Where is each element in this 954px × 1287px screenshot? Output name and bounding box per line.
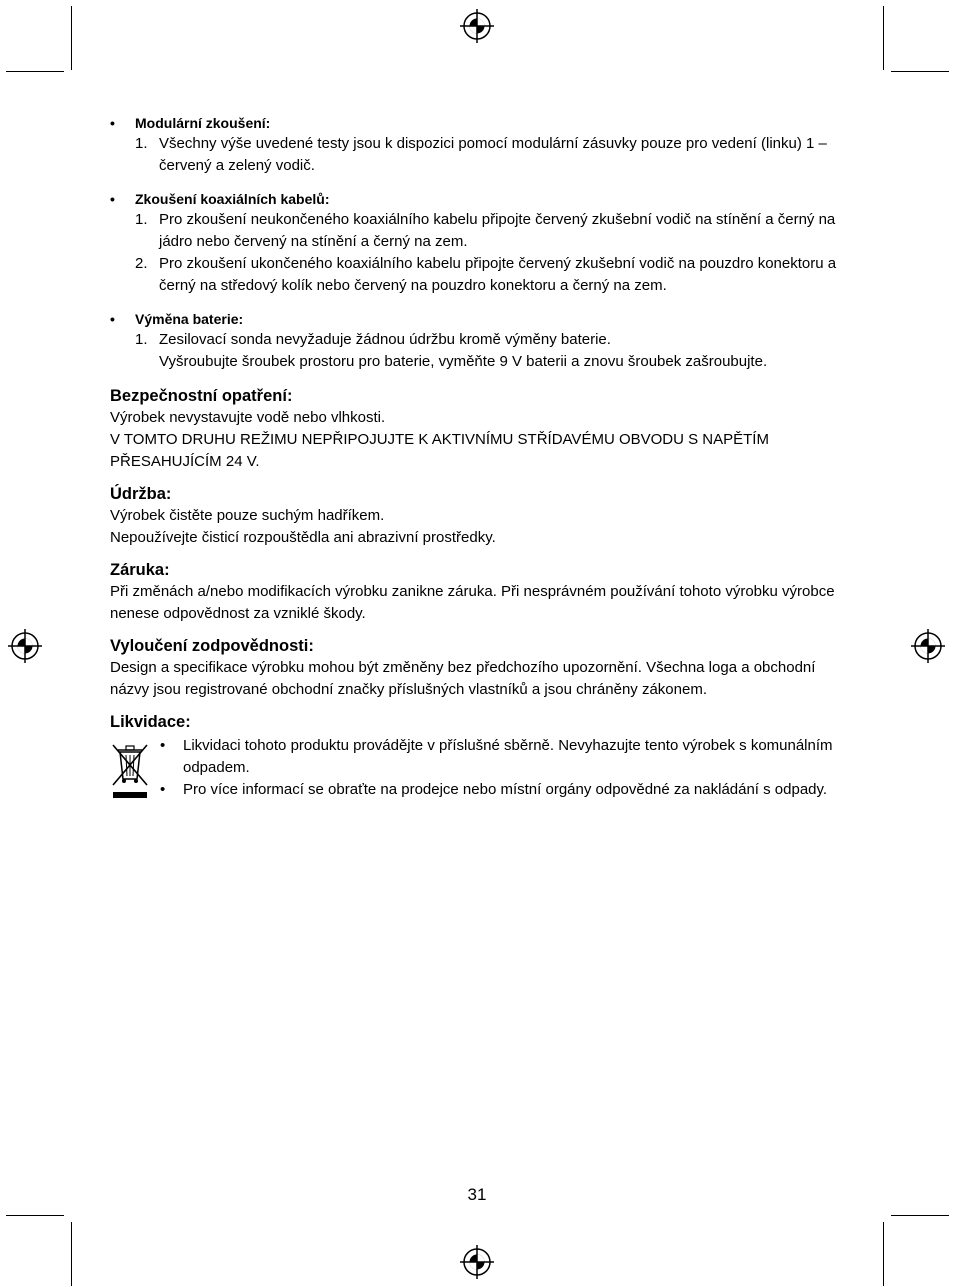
maintenance-title: Údržba: — [110, 485, 172, 503]
disclaimer-section — [110, 635, 850, 701]
maintenance-section — [110, 483, 850, 549]
disposal-section — [110, 711, 850, 801]
list-item: • Likvidaci tohoto produktu provádějte v příslušné sběrně. Nevyhazujte tento výrobek s komunálním odpadem. — [160, 737, 833, 776]
crop-mark — [883, 6, 884, 70]
maintenance-text: Výrobek čistěte pouze suchým hadříkem. — [110, 507, 385, 524]
list-item: • Pro více informací se obraťte na prodejce nebo místní orgány odpovědné za nakládání s odpady. — [110, 779, 850, 801]
page-number: 31 — [467, 1185, 487, 1204]
maintenance-text: Nepoužívejte čisticí rozpouštědla ani abrazivní prostředky. — [110, 529, 496, 546]
warranty-text: Při změnách a/nebo modifikacích výrobku zanikne záruka. Při nesprávném používání tohoto výrobku výrobce nenese odpovědnost za vzniklé škody. — [110, 583, 835, 622]
registration-mark-icon — [460, 1245, 494, 1279]
crop-mark — [891, 1215, 949, 1216]
disclaimer-text: Design a specifikace výrobku mohou být změněny bez předchozího upozornění. Všechna loga a obchodní názvy jsou registrované obchodní značky příslušných vlastníků a jsou chráněny zákonem. — [110, 659, 816, 698]
registration-mark-icon — [460, 9, 494, 43]
list-item: 2. Pro zkoušení ukončeného koaxiálního kabelu připojte červený zkušební vodič na pouzdro konektoru a černý na středový kolík nebo červený na pouzdro konektoru a černý na zem. — [135, 255, 837, 294]
registration-mark-icon — [911, 629, 945, 663]
list-item: 1. Všechny výše uvedené testy jsou k dispozici pomocí modulární zásuvky pouze pro vedení (linku) 1 – červený a zelený vodič. — [135, 135, 827, 174]
bullet: • — [110, 311, 115, 327]
list-item: 1. Zesilovací sonda nevyžaduje žádnou údržbu kromě výměny baterie. Vyšroubujte šroubek prostoru pro baterie, vyměňte 9 V baterii a znovu šroubek zašroubujte. — [135, 331, 768, 370]
bullet: • — [160, 781, 166, 798]
warranty-title: Záruka: — [110, 561, 170, 579]
coax-testing-section — [110, 189, 850, 297]
warranty-section — [110, 559, 850, 625]
crop-mark — [6, 71, 64, 72]
safety-title: Bezpečnostní opatření: — [110, 387, 293, 405]
safety-warning: V TOMTO DRUHU REŽIMU NEPŘIPOJUJTE K AKTIVNÍMU STŘÍDAVÉMU OBVODU S NAPĚTÍM PŘESAHUJÍCÍM 24 V. — [110, 431, 769, 470]
disposal-title: Likvidace: — [110, 713, 191, 731]
battery-heading: • Výměna baterie: — [110, 311, 244, 327]
battery-section — [110, 309, 850, 373]
list-item: 1. Pro zkoušení neukončeného koaxiálního kabelu připojte červený zkušební vodič na stínění a černý na jádro nebo červený na stínění a černý na zem. — [135, 211, 836, 250]
modular-testing-section — [110, 113, 850, 177]
crop-mark — [71, 6, 72, 70]
coax-testing-heading: • Zkoušení koaxiálních kabelů: — [110, 191, 330, 207]
crop-mark — [71, 1222, 72, 1286]
crop-mark — [891, 71, 949, 72]
safety-text: Výrobek nevystavujte vodě nebo vlhkosti. — [110, 409, 386, 426]
safety-section — [110, 385, 850, 473]
crop-mark — [6, 1215, 64, 1216]
bullet: • — [110, 191, 115, 207]
registration-mark-icon — [8, 629, 42, 663]
crop-mark — [883, 1222, 884, 1286]
disclaimer-title: Vyloučení zodpovědnosti: — [110, 637, 314, 655]
modular-testing-heading: • Modulární zkoušení: — [110, 115, 271, 131]
bullet: • — [110, 115, 115, 131]
page-content — [110, 113, 850, 811]
bullet: • — [160, 737, 166, 754]
